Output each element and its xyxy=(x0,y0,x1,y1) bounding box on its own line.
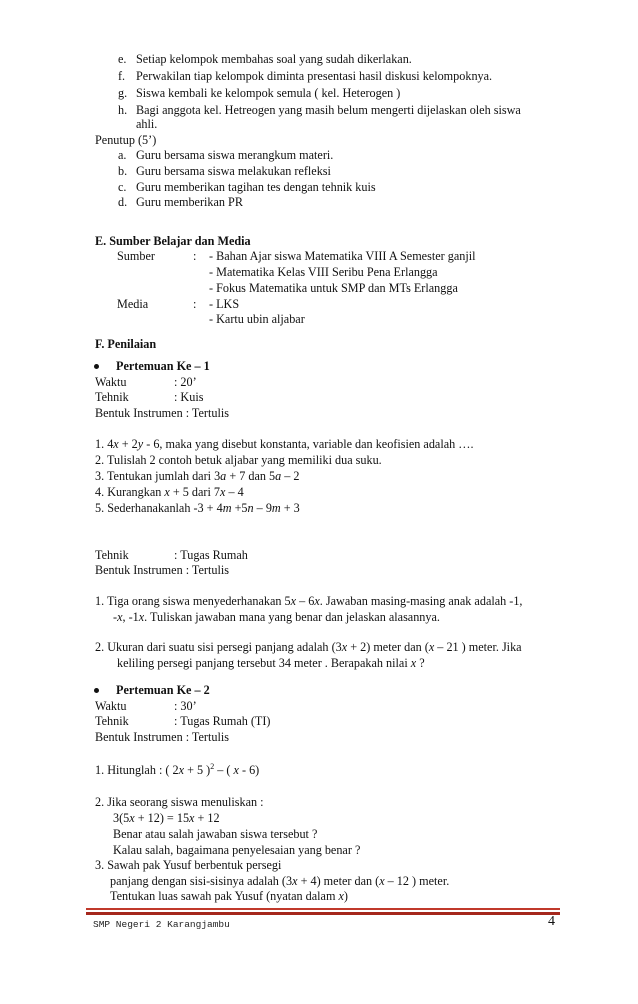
tehnik-label: Tehnik xyxy=(95,390,129,404)
homework-2-line-1: 2. Ukuran dari suatu sisi persegi panjang adalah (3x + 2) meter dan (x – 21 ) meter. Jika xyxy=(95,640,522,654)
task-question-2-line-1: 2. Jika seorang siswa menuliskan : xyxy=(95,795,264,809)
tehnik-2-value: : Tugas Rumah xyxy=(174,548,248,562)
instrumen-2-label: Bentuk Instrumen : Tertulis xyxy=(95,563,229,577)
homework-2-line-2: keliling persegi panjang tersebut 34 meter . Berapakah nilai x ? xyxy=(117,656,425,670)
penutup-marker-d: d. xyxy=(118,195,128,209)
quiz-question-4: 4. Kurangkan x + 5 dari 7x – 4 xyxy=(95,485,244,499)
sumber-item-3: - Fokus Matematika untuk SMP dan MTs Erlangga xyxy=(209,281,458,295)
footer-rule-thick xyxy=(86,912,560,915)
task-question-2-line-2: 3(5x + 12) = 15x + 12 xyxy=(113,811,220,825)
sumber-item-1: - Bahan Ajar siswa Matematika VIII A Semester ganjil xyxy=(209,249,476,263)
penutup-text-a: Guru bersama siswa merangkum materi. xyxy=(136,148,334,162)
media-label: Media xyxy=(117,297,149,311)
penutup-heading: Penutup (5’) xyxy=(95,133,157,147)
bullet-icon xyxy=(94,364,99,369)
footer-school-name: SMP Negeri 2 Karangjambu xyxy=(93,919,230,930)
section-e-heading: E. Sumber Belajar dan Media xyxy=(95,234,251,248)
quiz-question-1: 1. 4x + 2y - 6, maka yang disebut konstanta, variable dan keofisien adalah …. xyxy=(95,437,474,451)
instrumen-label: Bentuk Instrumen : Tertulis xyxy=(95,406,229,420)
homework-1-line-1: 1. Tiga orang siswa menyederhanakan 5x – 6x. Jawaban masing-masing anak adalah -1, xyxy=(95,594,523,608)
penutup-marker-a: a. xyxy=(118,148,127,162)
tehnik-value: : Kuis xyxy=(174,390,204,404)
homework-1-line-2: -x, -1x. Tuliskan jawaban mana yang benar dan jelaskan alasannya. xyxy=(113,610,440,624)
step-text-e: Setiap kelompok membahas soal yang sudah dikerlakan. xyxy=(136,52,412,66)
step-text-h: Bagi anggota kel. Hetreogen yang masih belum mengerti dijelaskan oleh siswa xyxy=(136,103,521,117)
waktu-value: : 30’ xyxy=(174,699,197,713)
quiz-question-2: 2. Tulislah 2 contoh betuk aljabar yang memiliki dua suku. xyxy=(95,453,382,467)
step-marker-h: h. xyxy=(118,103,128,117)
penutup-text-c: Guru memberikan tagihan tes dengan tehnik kuis xyxy=(136,180,376,194)
step-text-h-cont: ahli. xyxy=(136,117,158,131)
waktu-value: : 20’ xyxy=(174,375,197,389)
waktu-label: Waktu xyxy=(95,699,127,713)
media-item-2: - Kartu ubin aljabar xyxy=(209,312,305,326)
pertemuan-1-title: Pertemuan Ke – 1 xyxy=(116,359,210,373)
quiz-question-5: 5. Sederhanakanlah -3 + 4m +5n – 9m + 3 xyxy=(95,501,300,515)
sumber-label: Sumber xyxy=(117,249,155,263)
instrumen-label: Bentuk Instrumen : Tertulis xyxy=(95,730,229,744)
page-number: 4 xyxy=(548,914,555,929)
penutup-text-d: Guru memberikan PR xyxy=(136,195,243,209)
tehnik-value: : Tugas Rumah (TI) xyxy=(174,714,271,728)
footer-rule xyxy=(86,908,560,910)
tehnik-label: Tehnik xyxy=(95,714,129,728)
penutup-marker-c: c. xyxy=(118,180,127,194)
waktu-label: Waktu xyxy=(95,375,127,389)
task-question-2-line-3: Benar atau salah jawaban siswa tersebut ? xyxy=(113,827,318,841)
step-marker-f: f. xyxy=(118,69,126,83)
tehnik-2-label: Tehnik xyxy=(95,548,129,562)
media-item-1: - LKS xyxy=(209,297,240,311)
penutup-text-b: Guru bersama siswa melakukan refleksi xyxy=(136,164,331,178)
media-colon: : xyxy=(193,297,197,311)
task-question-3-line-3: Tentukan luas sawah pak Yusuf (nyatan dalam x) xyxy=(110,889,348,903)
step-text-g: Siswa kembali ke kelompok semula ( kel. Heterogen ) xyxy=(136,86,401,100)
sumber-colon: : xyxy=(193,249,197,263)
task-question-1: 1. Hitunglah : ( 2x + 5 )$^2$ – ( x - 6) xyxy=(95,761,260,777)
bullet-icon xyxy=(94,688,99,693)
sumber-item-2: - Matematika Kelas VIII Seribu Pena Erlangga xyxy=(209,265,438,279)
step-text-f: Perwakilan tiap kelompok diminta presentasi hasil diskusi kelompoknya. xyxy=(136,69,493,83)
task-question-3-line-2: panjang dengan sisi-sisinya adalah (3x + 4) meter dan (x – 12 ) meter. xyxy=(110,874,450,888)
step-marker-g: g. xyxy=(118,86,128,100)
step-marker-e: e. xyxy=(118,52,127,66)
pertemuan-2-title: Pertemuan Ke – 2 xyxy=(116,683,210,697)
penutup-marker-b: b. xyxy=(118,164,128,178)
task-question-3-line-1: 3. Sawah pak Yusuf berbentuk persegi xyxy=(95,858,282,872)
section-f-heading: F. Penilaian xyxy=(95,337,157,351)
task-question-2-line-4: Kalau salah, bagaimana penyelesaian yang benar ? xyxy=(113,843,361,857)
quiz-question-3: 3. Tentukan jumlah dari 3a + 7 dan 5a – 2 xyxy=(95,469,300,483)
